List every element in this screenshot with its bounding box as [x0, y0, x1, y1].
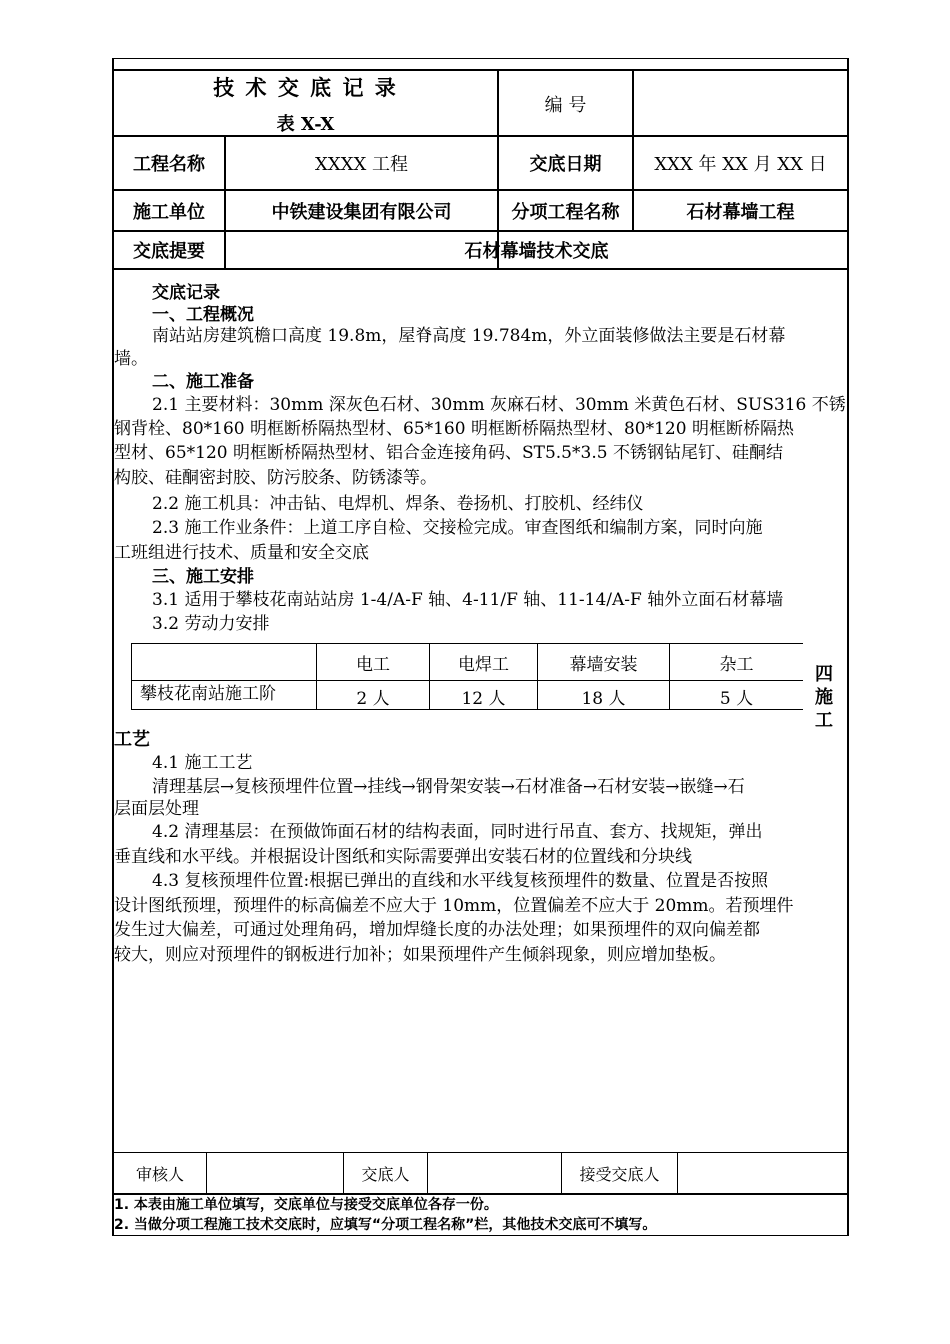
section-4-side: 工 — [815, 710, 833, 731]
section-3-text: 3.2 劳动力安排 — [152, 614, 270, 634]
section-3-text: 3.1 适用于攀枝花南站站房 1-4/A-F 轴、4-11/F 轴、11-14/A-F 轴外立面石材幕墙 — [152, 590, 784, 610]
frame-top-2 — [112, 69, 849, 71]
summary-value: 石材幕墙技术交底 — [464, 241, 609, 262]
number-value[interactable] — [634, 72, 847, 135]
labor-stage-label: 攀枝花南站施工阶 — [140, 684, 276, 704]
section-2-text: 2.2 施工机具：冲击钻、电焊机、焊条、卷扬机、打胶机、经纬仪 — [152, 494, 644, 514]
section-2-text: 2.1 主要材料：30mm 深灰色石材、30mm 灰麻石材、30mm 米黄色石材、SUS316 不锈 — [152, 395, 846, 415]
section-4-text: 设计图纸预埋，预埋件的标高偏差不应大于 10mm，位置偏差不应大于 20mm。若预埋件 — [114, 896, 794, 916]
section-1-text: 南站站房建筑檐口高度 19.8m，屋脊高度 19.784m，外立面装修做法主要是石材幕 — [152, 326, 786, 346]
discloser-label: 交底人 — [361, 1164, 410, 1184]
summary-label: 交底提要 — [133, 241, 205, 262]
note-1: 1. 本表由施工单位填写，交底单位与接受交底单位各存一份。 — [114, 1197, 498, 1213]
subitem-label: 分项工程名称 — [511, 201, 620, 223]
labor-cell — [132, 681, 317, 711]
receiver-label: 接受交底人 — [579, 1164, 660, 1184]
labor-header — [132, 644, 317, 681]
frame-right — [847, 58, 849, 1236]
labor-cell: 2 人 — [317, 681, 430, 711]
frame-top — [112, 58, 849, 59]
labor-table — [131, 643, 803, 710]
form-number: 表 X-X — [276, 114, 335, 135]
discloser-field[interactable] — [428, 1153, 561, 1193]
section-4-text: 垂直线和水平线。并根据设计图纸和实际需要弹出安装石材的位置线和分块线 — [114, 847, 692, 867]
section-2-text: 2.3 施工作业条件：上道工序自检、交接检完成。审查图纸和编制方案，同时向施 — [152, 518, 763, 538]
unit-label: 施工单位 — [133, 201, 205, 223]
section-4-text: 4.3 复核预埋件位置:根据已弹出的直线和水平线复核预埋件的数量、位置是否按照 — [152, 871, 769, 891]
date-label: 交底日期 — [529, 154, 602, 175]
section-4-text: 发生过大偏差，可通过处理角码，增加焊缝长度的办法处理；如果预埋件的双向偏差都 — [114, 920, 760, 940]
labor-header: 杂工 — [670, 644, 804, 681]
labor-header: 电焊工 — [430, 644, 538, 681]
subitem-value: 石材幕墙工程 — [686, 201, 795, 223]
section-4-text: 清理基层→复核预埋件位置→挂线→钢骨架安装→石材准备→石材安装→嵌缝→石 — [152, 777, 745, 797]
unit-value: 中铁建设集团有限公司 — [271, 201, 452, 223]
number-label: 编 号 — [544, 94, 587, 116]
section-3-title: 三、施工安排 — [152, 567, 254, 587]
reviewer-field[interactable] — [207, 1153, 343, 1193]
labor-header: 电工 — [317, 644, 430, 681]
rule — [112, 268, 849, 270]
section-4-text: 4.1 施工工艺 — [152, 753, 253, 773]
section-2-title: 二、施工准备 — [152, 372, 254, 392]
labor-cell: 12 人 — [430, 681, 538, 711]
labor-cell: 5 人 — [670, 681, 804, 711]
frame-bottom — [112, 1235, 849, 1236]
section-1-title: 一、工程概况 — [152, 305, 254, 325]
labor-header: 幕墙安装 — [538, 644, 670, 681]
project-name-label: 工程名称 — [133, 154, 205, 175]
section-4-title: 工艺 — [114, 729, 150, 750]
section-2-text: 钢背栓、80*160 明框断桥隔热型材、65*160 明框断桥隔热型材、80*120 明框断桥隔热 — [114, 419, 794, 439]
section-2-text: 工班组进行技术、质量和安全交底 — [114, 543, 369, 563]
labor-cell: 18 人 — [538, 681, 670, 711]
note-2: 2. 当做分项工程施工技术交底时，应填写“分项工程名称”栏，其他技术交底可不填写。 — [114, 1217, 657, 1233]
form-title: 技 术 交 底 记 录 — [213, 76, 398, 100]
receiver-field[interactable] — [678, 1153, 847, 1193]
date-value: XXX 年 XX 月 XX 日 — [654, 154, 827, 175]
record-title: 交底记录 — [152, 283, 220, 303]
table-bottom-rule — [131, 709, 803, 710]
section-4-text: 层面层处理 — [114, 799, 199, 819]
section-4-text: 4.2 清理基层：在预做饰面石材的结构表面，同时进行吊直、套方、找规矩，弹出 — [152, 822, 763, 842]
section-4-text: 较大，则应对预埋件的钢板进行加补；如果预埋件产生倾斜现象，则应增加垫板。 — [114, 945, 726, 965]
section-2-text: 构胶、硅酮密封胶、防污胶条、防锈漆等。 — [114, 468, 437, 488]
reviewer-label: 审核人 — [135, 1164, 184, 1184]
section-1-text: 墙。 — [114, 349, 148, 369]
project-name-value: XXXX 工程 — [315, 154, 408, 175]
section-4-side: 四 — [815, 664, 833, 685]
section-2-text: 型材、65*120 明框断桥隔热型材、铝合金连接角码、ST5.5*3.5 不锈钢钻尾钉、硅酮结 — [114, 443, 783, 463]
section-4-side: 施 — [815, 687, 833, 708]
